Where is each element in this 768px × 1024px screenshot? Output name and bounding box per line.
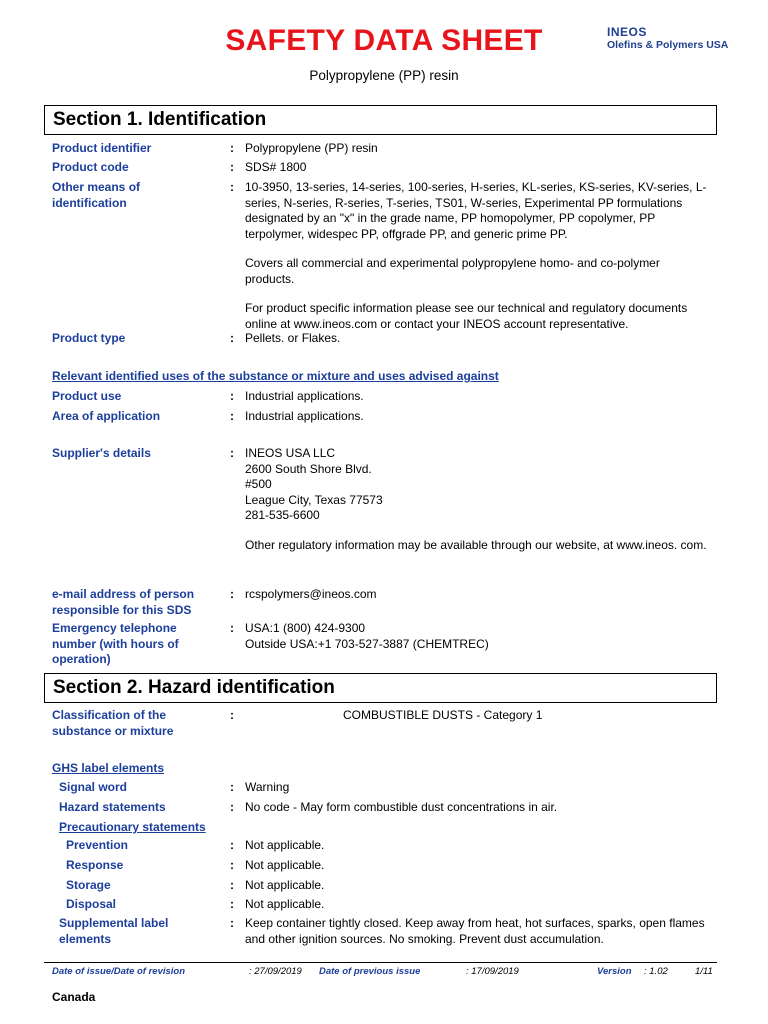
email-value: rcspolymers@ineos.com	[245, 587, 377, 601]
colon: :	[230, 141, 234, 155]
other-means-label: Other means of identification	[52, 180, 141, 210]
colon: :	[230, 389, 234, 403]
colon: :	[230, 916, 234, 930]
product-use-label: Product use	[52, 389, 122, 403]
other-means-paragraph-1: 10-3950, 13-series, 14-series, 100-series, H-series, KL-series, KS-series, KV-series, L-series, N-series, R-series, T-series, TS01, W-series, Experimental PP formulations designated by an "x" in the grade name, PP homopolymer, PP copolymer, PP terpolymer, widespec PP, offgrade PP, and generic prime PP.	[245, 180, 707, 241]
supplier-line-5: 281-535-6600	[245, 508, 320, 522]
logo-line-2: Olefins & Polymers USA	[607, 39, 729, 51]
response-value: Not applicable.	[245, 858, 325, 872]
area-of-application-label: Area of application	[52, 409, 161, 423]
footer-date-value: : 27/09/2019	[249, 966, 302, 977]
supplier-details-label: Supplier's details	[52, 446, 151, 460]
product-use-value: Industrial applications.	[245, 389, 364, 403]
product-type-label: Product type	[52, 331, 126, 345]
colon: :	[230, 838, 234, 852]
colon: :	[230, 621, 234, 635]
footer-previous-value: : 17/09/2019	[466, 966, 519, 977]
storage-label: Storage	[66, 878, 111, 892]
footer-date-label: Date of issue/Date of revision	[52, 966, 186, 977]
footer-version-label: Version	[597, 966, 632, 977]
colon: :	[230, 858, 234, 872]
colon: :	[230, 708, 234, 722]
ghs-label-elements-heading: GHS label elements	[52, 761, 165, 775]
response-label: Response	[66, 858, 124, 872]
prevention-value: Not applicable.	[245, 838, 325, 852]
signal-word-label: Signal word	[59, 780, 128, 794]
supplier-line-1: INEOS USA LLC	[245, 446, 336, 460]
section-2-heading: Section 2. Hazard identification	[44, 673, 717, 703]
section-1-heading: Section 1. Identification	[44, 105, 717, 135]
colon: :	[230, 897, 234, 911]
hazard-statements-label: Hazard statements	[59, 800, 166, 814]
supplier-details-value	[245, 446, 710, 553]
colon: :	[230, 587, 234, 601]
other-means-paragraph-2: Covers all commercial and experimental polypropylene homo- and co-polymer products.	[245, 256, 660, 286]
emergency-line-1: USA:1 (800) 424-9300	[245, 621, 366, 635]
supplemental-label-value: Keep container tightly closed. Keep away from heat, hot surfaces, sparks, open flames and other ignition sources. No smoking. Prevent dust accumulation.	[245, 916, 705, 946]
supplemental-label-label: Supplemental label elements	[59, 916, 169, 946]
storage-value: Not applicable.	[245, 878, 325, 892]
precautionary-statements-heading: Precautionary statements	[59, 820, 206, 834]
relevant-uses-heading-row	[52, 369, 499, 385]
supplier-line-3: #500	[245, 477, 272, 491]
emergency-telephone-label: Emergency telephone number (with hours of operation)	[52, 621, 179, 666]
classification-value: COMBUSTIBLE DUSTS - Category 1	[343, 708, 543, 722]
colon: :	[230, 446, 234, 460]
precautionary-heading-row	[52, 820, 206, 836]
disposal-value: Not applicable.	[245, 897, 325, 911]
footer-country: Canada	[52, 990, 96, 1004]
supplier-regulatory-note: Other regulatory information may be available through our website, at www.ineos. com.	[245, 537, 707, 552]
colon: :	[230, 331, 234, 345]
footer-version-value: : 1.02	[644, 966, 668, 977]
colon: :	[230, 160, 234, 174]
product-code-label: Product code	[52, 160, 129, 174]
document-subtitle: Polypropylene (PP) resin	[309, 68, 459, 83]
colon: :	[230, 409, 234, 423]
supplier-line-2: 2600 South Shore Blvd.	[245, 461, 372, 476]
colon: :	[230, 780, 234, 794]
emergency-telephone-value	[245, 621, 710, 652]
ineos-logo	[607, 26, 728, 52]
prevention-label: Prevention	[66, 838, 129, 852]
disposal-label: Disposal	[66, 897, 117, 911]
product-type-value: Pellets. or Flakes.	[245, 331, 341, 345]
signal-word-value: Warning	[245, 780, 290, 794]
colon: :	[230, 180, 234, 194]
logo-line-1: INEOS	[607, 25, 647, 39]
ghs-heading-row	[52, 761, 164, 777]
product-code-value: SDS# 1800	[245, 160, 307, 174]
email-label: e-mail address of person responsible for this SDS	[52, 587, 195, 617]
area-of-application-value: Industrial applications.	[245, 409, 364, 423]
footer-page-number: 1/11	[695, 966, 713, 977]
footer-previous-label: Date of previous issue	[319, 966, 421, 977]
emergency-line-2: Outside USA:+1 703-527-3887 (CHEMTREC)	[245, 636, 489, 651]
other-means-paragraph-3: For product specific information please see our technical and regulatory documents online at www.ineos.com or contact your INEOS account representative.	[245, 301, 688, 331]
other-means-value	[245, 180, 710, 332]
supplier-line-4: League City, Texas 77573	[245, 492, 383, 507]
relevant-uses-heading: Relevant identified uses of the substance or mixture and uses advised against	[52, 369, 499, 383]
colon: :	[230, 800, 234, 814]
product-identifier-value: Polypropylene (PP) resin	[245, 141, 378, 155]
classification-label: Classification of the substance or mixture	[52, 708, 174, 738]
document-title: SAFETY DATA SHEET	[225, 24, 543, 57]
hazard-statements-value: No code - May form combustible dust concentrations in air.	[245, 800, 558, 814]
colon: :	[230, 878, 234, 892]
footer-divider	[44, 962, 717, 963]
product-identifier-label: Product identifier	[52, 141, 152, 155]
